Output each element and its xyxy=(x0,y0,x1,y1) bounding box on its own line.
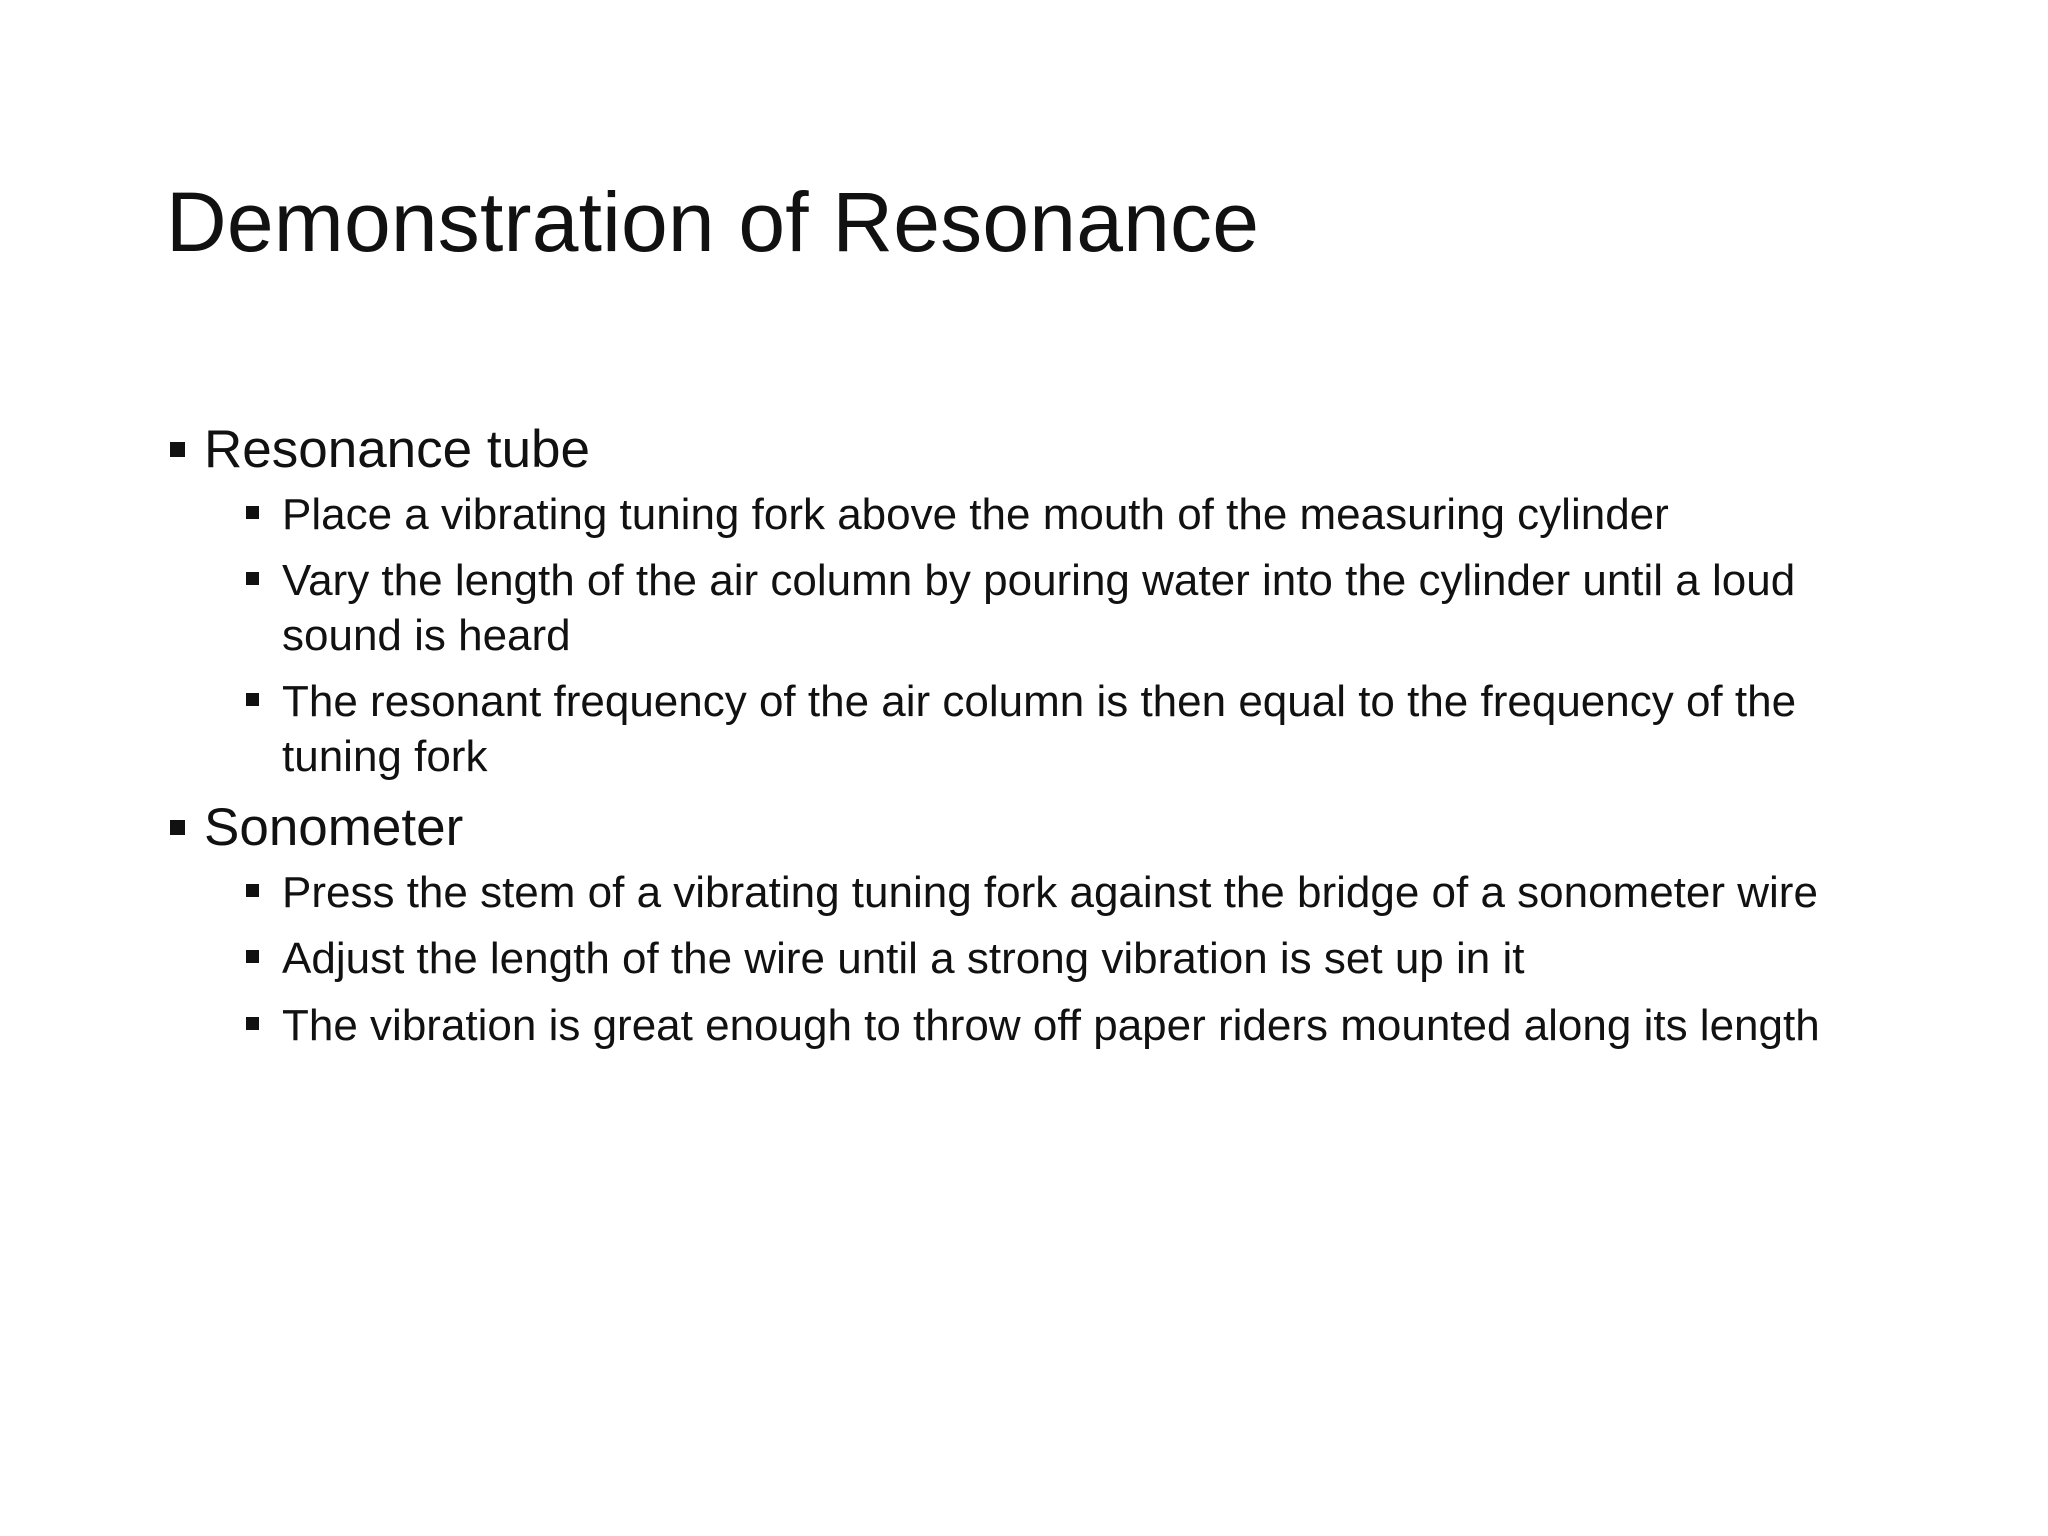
sub-bullet-text: Press the stem of a vibrating tuning fork against the bridge of a sonometer wire xyxy=(282,867,1818,917)
square-bullet-icon xyxy=(246,506,259,519)
section-resonance-tube xyxy=(166,418,1926,784)
slide-title: Demonstration of Resonance xyxy=(166,175,1260,269)
section-sonometer xyxy=(166,796,1926,1053)
square-bullet-icon xyxy=(170,820,185,835)
bullet-item xyxy=(166,796,1926,860)
sub-bullet-item xyxy=(166,999,1926,1054)
square-bullet-icon xyxy=(246,1017,259,1030)
square-bullet-icon xyxy=(170,442,185,457)
sub-bullet-list xyxy=(166,866,1926,1054)
sub-bullet-text: The resonant frequency of the air column is then equal to the frequency of the tuning fork xyxy=(282,677,1797,781)
sub-bullet-text: Place a vibrating tuning fork above the mouth of the measuring cylinder xyxy=(282,489,1669,539)
sub-bullet-item xyxy=(166,488,1926,543)
sub-bullet-list xyxy=(166,488,1926,785)
sub-bullet-item xyxy=(166,932,1926,987)
bullet-item xyxy=(166,418,1926,482)
sub-bullet-text: Vary the length of the air column by pouring water into the cylinder until a loud sound is heard xyxy=(282,556,1796,660)
slide-content xyxy=(166,418,1926,1066)
sub-bullet-text: Adjust the length of the wire until a strong vibration is set up in it xyxy=(282,934,1525,984)
section-heading: Resonance tube xyxy=(204,420,591,479)
square-bullet-icon xyxy=(246,572,259,585)
sub-bullet-text: The vibration is great enough to throw off paper riders mounted along its length xyxy=(282,1001,1820,1051)
sub-bullet-item xyxy=(166,866,1926,921)
square-bullet-icon xyxy=(246,693,259,706)
sub-bullet-item xyxy=(166,675,1926,784)
section-heading: Sonometer xyxy=(204,798,464,858)
sub-bullet-item xyxy=(166,554,1926,663)
square-bullet-icon xyxy=(246,950,259,963)
square-bullet-icon xyxy=(246,884,259,897)
